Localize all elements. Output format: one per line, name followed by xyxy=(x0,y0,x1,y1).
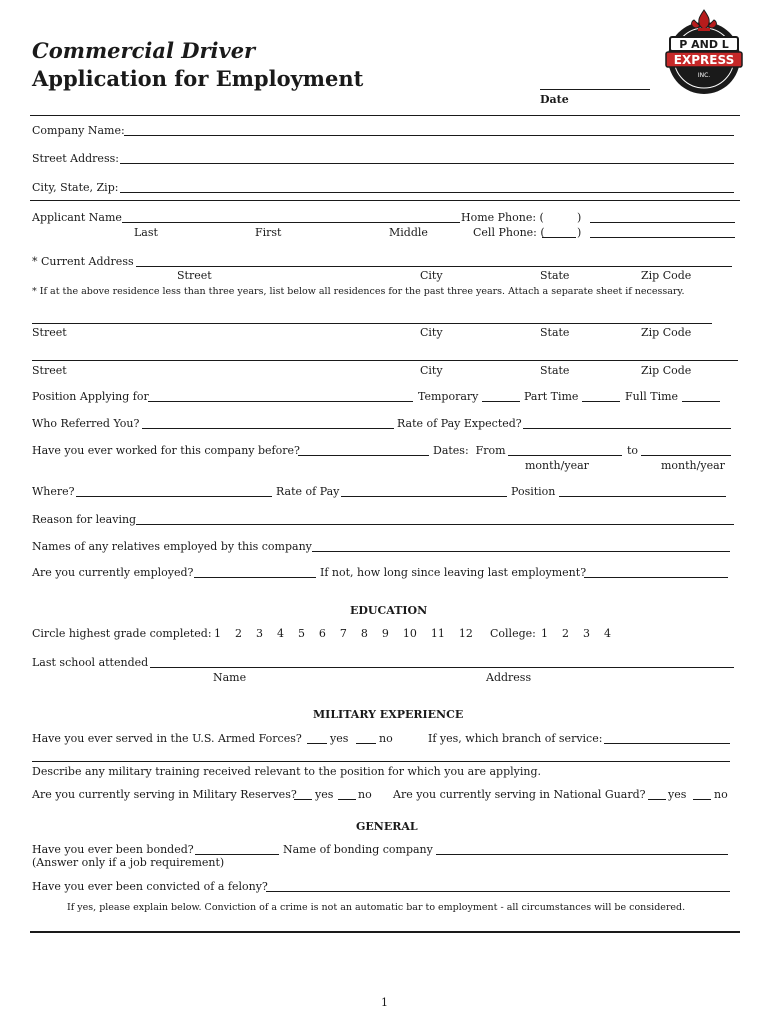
home-phone-field[interactable] xyxy=(590,222,735,223)
residence-note: * If at the above residence less than three years, list below all residences for the past three years. Attach a separate sheet if necessary. xyxy=(32,286,685,297)
branch-field[interactable] xyxy=(604,743,730,744)
cell-phone-field[interactable] xyxy=(590,237,735,238)
full-time-label: Full Time xyxy=(625,390,679,403)
reserves-no-field[interactable] xyxy=(338,799,356,800)
relatives-field[interactable] xyxy=(312,551,730,552)
national-guard-label: Are you currently serving in National Guard? xyxy=(393,788,646,801)
prior-position-field[interactable] xyxy=(559,496,726,497)
from-month-year-caption: month/year xyxy=(525,459,589,472)
armed-forces-no-label: no xyxy=(379,732,393,745)
guard-yes-field[interactable] xyxy=(648,799,666,800)
military-blank-line[interactable] xyxy=(32,761,730,762)
city-state-zip-label: City, State, Zip: xyxy=(32,181,119,194)
military-training-label: Describe any military training received relevant to the position for which you are applying. xyxy=(32,765,541,778)
company-name-label: Company Name: xyxy=(32,124,125,137)
date-field[interactable] xyxy=(540,89,650,90)
felony-note: If yes, please explain below. Conviction of a crime is not an automatic bar to employment - all circumstances will be considered. xyxy=(67,902,686,913)
name-middle-caption: Middle xyxy=(389,226,428,239)
reserves-label: Are you currently serving in Military Reserves? xyxy=(32,788,297,801)
guard-yes-label: yes xyxy=(668,788,687,801)
form-title-line2: Application for Employment xyxy=(32,66,364,91)
prev1-state-caption: State xyxy=(540,326,570,339)
worked-before-label: Have you ever worked for this company before? xyxy=(32,444,300,457)
guard-no-label: no xyxy=(714,788,728,801)
where-field[interactable] xyxy=(76,496,272,497)
rate-label: Rate of Pay xyxy=(276,485,340,498)
state-caption: State xyxy=(540,269,570,282)
bonded-field[interactable] xyxy=(195,854,279,855)
bonded-label: Have you ever been bonded? xyxy=(32,843,194,856)
reason-leaving-label: Reason for leaving xyxy=(32,513,137,526)
full-time-field[interactable] xyxy=(682,401,720,402)
cell-area-code-field[interactable] xyxy=(542,237,576,238)
education-heading: EDUCATION xyxy=(350,604,428,617)
applicant-name-field[interactable] xyxy=(122,222,460,223)
company-top-rule xyxy=(30,115,740,116)
name-first-caption: First xyxy=(255,226,282,239)
date-label: Date xyxy=(540,93,569,106)
street-address-label: Street Address: xyxy=(32,152,119,165)
prev1-zip-caption: Zip Code xyxy=(641,326,692,339)
applicant-name-label: Applicant Name xyxy=(32,211,122,224)
temporary-field[interactable] xyxy=(482,401,520,402)
dates-to-label: to xyxy=(627,444,639,457)
company-bottom-rule xyxy=(30,200,740,201)
explanation-line[interactable] xyxy=(30,931,740,933)
city-state-zip-field[interactable] xyxy=(120,192,734,193)
company-name-field[interactable] xyxy=(124,135,734,136)
current-address-label: * Current Address xyxy=(32,255,134,268)
armed-forces-no-field[interactable] xyxy=(356,743,376,744)
to-month-year-caption: month/year xyxy=(661,459,725,472)
reserves-no-label: no xyxy=(358,788,372,801)
since-leaving-field[interactable] xyxy=(584,577,728,578)
school-address-caption: Address xyxy=(486,671,532,684)
referred-label: Who Referred You? xyxy=(32,417,140,430)
reserves-yes-field[interactable] xyxy=(294,799,312,800)
home-phone-label: Home Phone: ( xyxy=(461,211,544,224)
general-heading: GENERAL xyxy=(356,820,418,833)
felony-label: Have you ever been convicted of a felony? xyxy=(32,880,268,893)
page-number: 1 xyxy=(381,996,388,1009)
home-phone-close: ) xyxy=(577,211,582,224)
armed-forces-yes-label: yes xyxy=(330,732,349,745)
current-address-field[interactable] xyxy=(136,266,732,267)
city-caption: City xyxy=(420,269,443,282)
currently-employed-field[interactable] xyxy=(194,577,316,578)
zip-caption: Zip Code xyxy=(641,269,692,282)
reserves-yes-label: yes xyxy=(315,788,334,801)
currently-employed-label: Are you currently employed? xyxy=(32,566,194,579)
prev1-street-caption: Street xyxy=(32,326,67,339)
cell-phone-close: ) xyxy=(577,226,582,239)
rate-expected-label: Rate of Pay Expected? xyxy=(397,417,522,430)
name-last-caption: Last xyxy=(134,226,158,239)
street-address-field[interactable] xyxy=(120,163,734,164)
logo-text-inc: INC. xyxy=(697,72,711,79)
form-title-line1: Commercial Driver xyxy=(32,38,256,63)
prior-position-label: Position xyxy=(511,485,556,498)
prev2-zip-caption: Zip Code xyxy=(641,364,692,377)
rate-field[interactable] xyxy=(341,496,507,497)
cell-phone-label: Cell Phone: ( xyxy=(473,226,545,239)
bonding-company-field[interactable] xyxy=(436,854,728,855)
part-time-field[interactable] xyxy=(582,401,620,402)
since-leaving-label: If not, how long since leaving last employment? xyxy=(320,566,587,579)
rate-expected-field[interactable] xyxy=(523,428,731,429)
dates-from-label: Dates: From xyxy=(433,444,506,457)
armed-forces-label: Have you ever served in the U.S. Armed Forces? xyxy=(32,732,302,745)
guard-no-field[interactable] xyxy=(693,799,711,800)
bonding-company-label: Name of bonding company xyxy=(283,843,433,856)
prev2-state-caption: State xyxy=(540,364,570,377)
street-caption: Street xyxy=(177,269,212,282)
logo-text-top: P AND L xyxy=(679,38,729,51)
temporary-label: Temporary xyxy=(418,390,479,403)
highest-grade-label: Circle highest grade completed: xyxy=(32,627,212,640)
prev1-city-caption: City xyxy=(420,326,443,339)
felony-field[interactable] xyxy=(266,891,730,892)
branch-label: If yes, which branch of service: xyxy=(428,732,603,745)
previous-address-1-field[interactable] xyxy=(32,323,712,324)
part-time-label: Part Time xyxy=(524,390,579,403)
worked-before-field[interactable] xyxy=(298,455,429,456)
company-logo xyxy=(664,6,744,98)
referred-field[interactable] xyxy=(142,428,394,429)
last-school-label: Last school attended xyxy=(32,656,149,669)
college-year-options[interactable]: 1 2 3 4 xyxy=(541,627,611,640)
position-applying-field[interactable] xyxy=(148,401,413,402)
answer-note: (Answer only if a job requirement) xyxy=(32,856,225,869)
where-label: Where? xyxy=(32,485,75,498)
dates-from-field[interactable] xyxy=(508,455,622,456)
last-school-field[interactable] xyxy=(150,667,734,668)
dates-to-field[interactable] xyxy=(641,455,731,456)
school-name-caption: Name xyxy=(213,671,247,684)
position-applying-label: Position Applying for xyxy=(32,390,149,403)
logo-text-main: EXPRESS xyxy=(673,53,735,67)
reason-leaving-field[interactable] xyxy=(136,524,734,525)
grade-options[interactable]: 1 2 3 4 5 6 7 8 9 10 11 12 xyxy=(214,627,473,640)
military-heading: MILITARY EXPERIENCE xyxy=(313,708,464,721)
previous-address-2-field[interactable] xyxy=(32,360,738,361)
college-label: College: xyxy=(490,627,536,640)
prev2-street-caption: Street xyxy=(32,364,67,377)
prev2-city-caption: City xyxy=(420,364,443,377)
relatives-label: Names of any relatives employed by this company xyxy=(32,540,312,553)
armed-forces-yes-field[interactable] xyxy=(307,743,327,744)
